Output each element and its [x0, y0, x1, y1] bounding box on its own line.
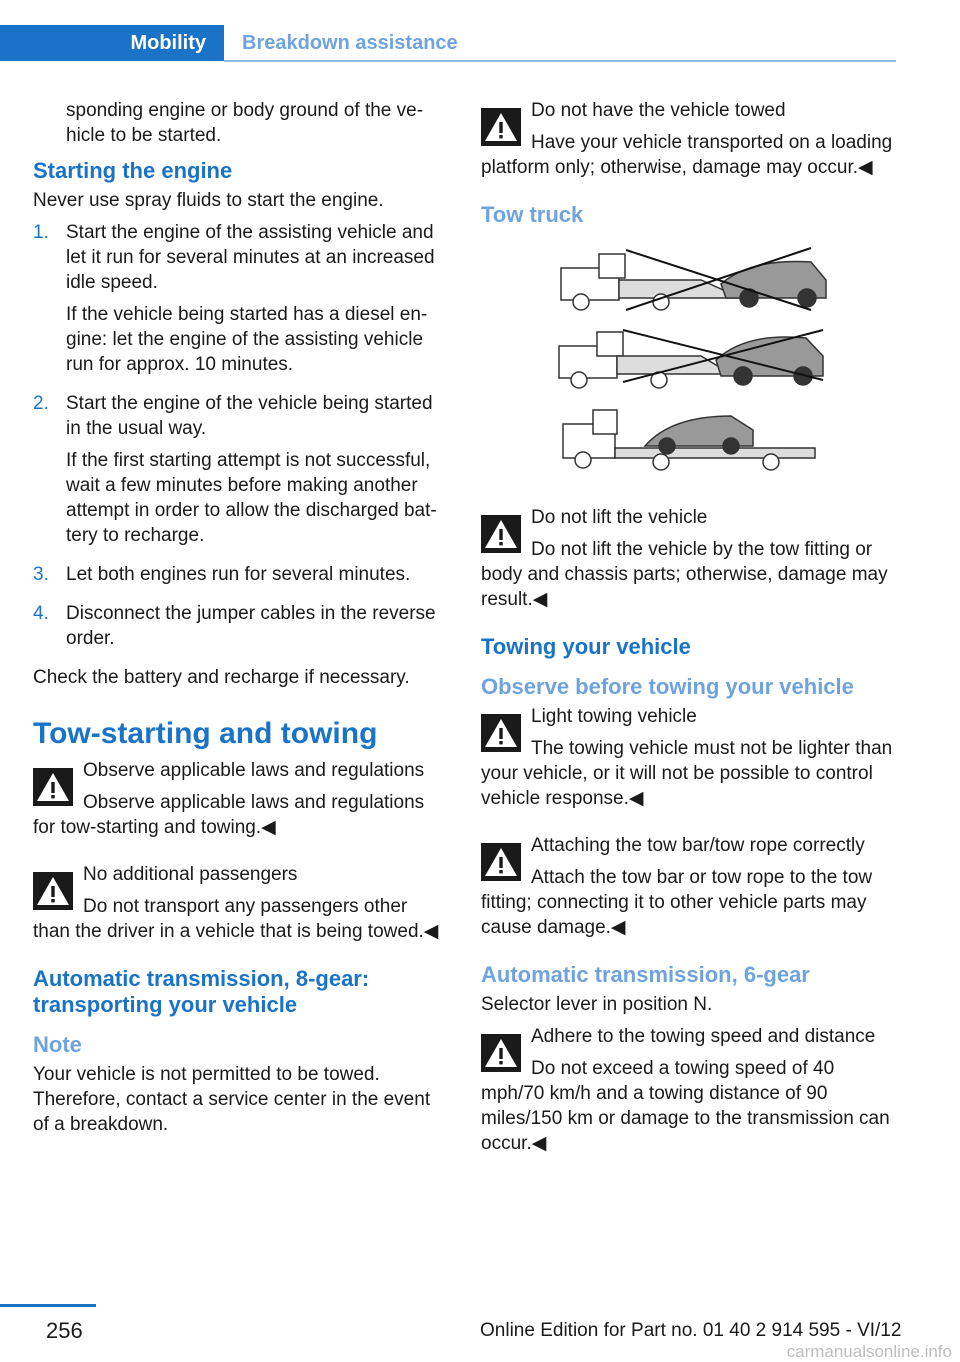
heading-auto-6gear: Automatic transmission, 6-gear: [481, 962, 810, 987]
section-tab: Mobility: [0, 25, 224, 61]
list-text: Start the engine of the vehicle being started in the usual way.: [66, 393, 433, 439]
warning-icon: [481, 1034, 521, 1072]
warning-title: Light towing vehicle: [531, 706, 697, 727]
warning-block: [481, 98, 897, 180]
heading-note: Note: [33, 1032, 82, 1057]
warning-text: Do not transport any passengers other than the driver in a vehicle that is being towed.◀: [33, 896, 439, 942]
warning-title: Do not lift the vehicle: [531, 507, 708, 528]
tow-truck-illustration: [481, 240, 897, 480]
heading-tow-truck: Tow truck: [481, 202, 584, 227]
warning-block: [481, 1024, 897, 1156]
intro-text: sponding engine or body ground of the ve-hicle to be started.: [66, 100, 424, 146]
check-battery-text: Check the battery and recharge if necessary.: [33, 667, 410, 688]
list-text: Let both engines run for several minutes.: [66, 564, 411, 585]
note-text: Your vehicle is not permitted to be towed. Therefore, contact a service center in the event of a breakdown.: [33, 1064, 431, 1135]
heading-starting-engine: Starting the engine: [33, 158, 233, 183]
list-text: Disconnect the jumper cables in the reverse order.: [66, 603, 436, 649]
list-item: [33, 562, 449, 594]
warning-title: No additional passengers: [83, 864, 298, 885]
list-item: [33, 391, 449, 555]
watermark: carmanualsonline.info: [786, 1342, 952, 1361]
warning-icon: [481, 108, 521, 146]
warning-text: The towing vehicle must not be lighter than your vehicle, or it will not be possible to control vehicle response.◀: [481, 738, 893, 809]
warning-icon: [33, 768, 73, 806]
list-number: 2.: [33, 393, 49, 414]
warning-icon: [481, 515, 521, 553]
page-number: 256: [46, 1318, 83, 1343]
header-rule: [224, 60, 896, 62]
tow-truck-sling-crossed: [559, 330, 823, 388]
page-header: [0, 0, 960, 62]
warning-block: [481, 505, 897, 612]
warning-block: [33, 862, 449, 944]
page-footer: [0, 1300, 960, 1362]
warning-text: Attach the tow bar or tow rope to the tow fitting; connecting it to other vehicle parts may cause damage.◀: [481, 867, 873, 938]
warning-title: Observe applicable laws and regulations: [83, 760, 425, 781]
warning-text: Do not lift the vehicle by the tow fitting or body and chassis parts; otherwise, damage may result.◀: [481, 539, 888, 610]
list-number: 3.: [33, 564, 49, 585]
warning-text: Do not exceed a towing speed of 40 mph/70 km/h and a towing distance of 90 miles/150 km or damage to the transmission can occur.◀: [481, 1058, 890, 1154]
warning-icon: [33, 872, 73, 910]
tow-truck-wheel-lift-crossed: [561, 248, 826, 310]
right-column: [481, 98, 897, 1178]
list-number: 1.: [33, 222, 49, 243]
starting-paragraph: Never use spray fluids to start the engine.: [33, 190, 384, 211]
heading-observe-before: Observe before towing your vehicle: [481, 674, 854, 699]
warning-block: [33, 758, 449, 840]
warning-icon: [481, 843, 521, 881]
selector-text: Selector lever in position N.: [481, 994, 713, 1015]
subsection-tab: Breakdown assistance: [242, 31, 458, 54]
list-extra: If the first starting attempt is not successful, wait a few minutes before making another attempt in order to allow the discharged bat-tery to recharge.: [66, 450, 437, 546]
list-number: 4.: [33, 603, 49, 624]
flatbed-truck: [563, 410, 815, 470]
heading-tow-starting: Tow-starting and towing: [33, 717, 378, 750]
warning-text: Observe applicable laws and regulations for tow-starting and towing.◀: [33, 792, 425, 838]
list-text: Start the engine of the assisting vehicle and let it run for several minutes at an increased idle speed.: [66, 222, 435, 293]
edition-text: Online Edition for Part no. 01 40 2 914 595 - VI/12: [480, 1320, 902, 1341]
warning-icon: [481, 714, 521, 752]
warning-title: Attaching the tow bar/tow rope correctly: [531, 835, 865, 856]
heading-auto-8gear: Automatic transmission, 8-gear: transporting your vehicle: [33, 966, 370, 1017]
left-column: [33, 98, 449, 1144]
warning-block: [481, 833, 897, 940]
list-item: [33, 601, 449, 658]
warning-text: Have your vehicle transported on a loading platform only; otherwise, damage may occur.◀: [481, 132, 893, 178]
warning-title: Do not have the vehicle towed: [531, 100, 786, 121]
warning-title: Adhere to the towing speed and distance: [531, 1026, 876, 1047]
list-extra: If the vehicle being started has a diesel en-gine: let the engine of the assisting vehicle run for approx. 10 minutes.: [66, 304, 428, 375]
heading-towing-vehicle: Towing your vehicle: [481, 634, 691, 659]
list-item: [33, 220, 449, 384]
footer-rule: [0, 1304, 96, 1307]
warning-block: [481, 704, 897, 811]
